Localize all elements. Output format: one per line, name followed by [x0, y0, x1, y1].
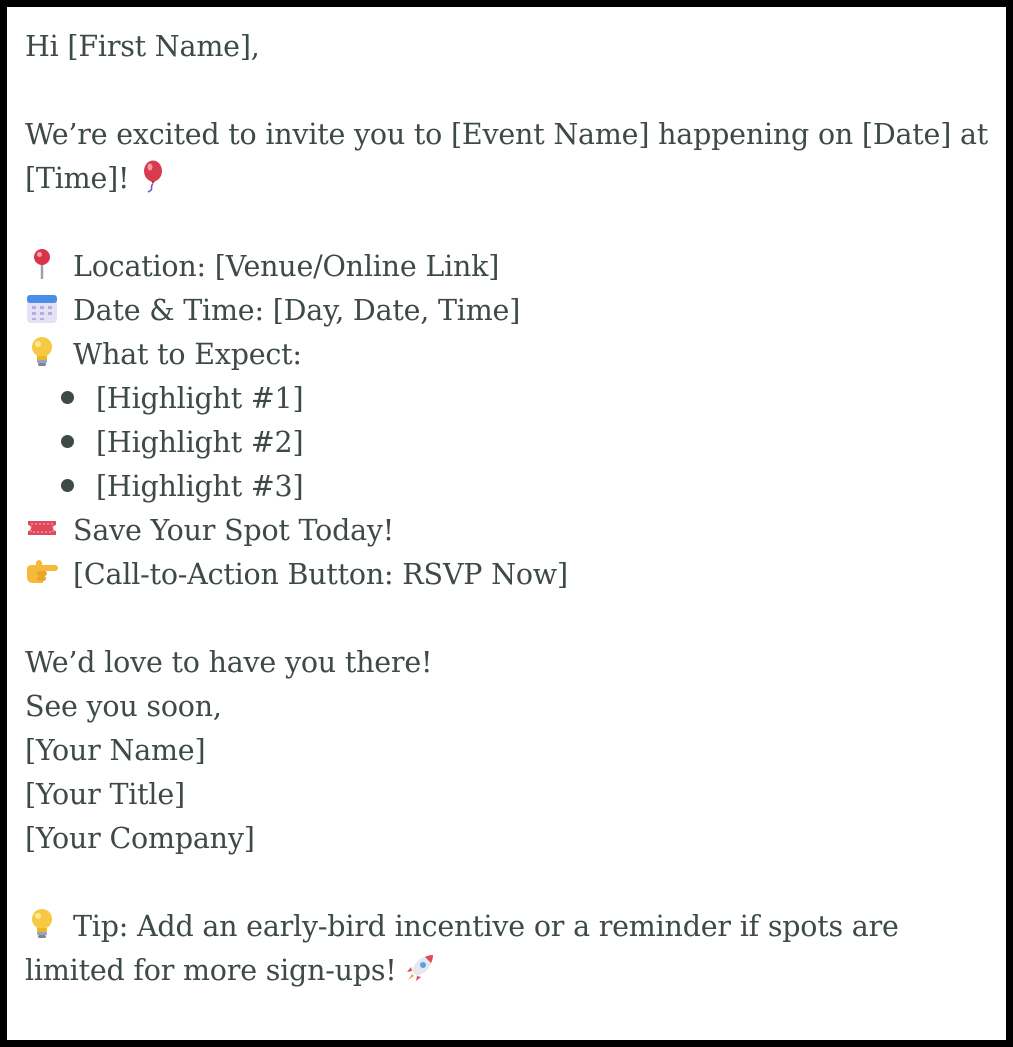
tip-paragraph	[25, 905, 990, 993]
signature-title: [Your Title]	[25, 778, 185, 811]
spacer	[25, 201, 990, 245]
highlight-item	[25, 421, 990, 465]
spacer	[25, 597, 990, 641]
signoff: See you soon,	[25, 690, 222, 723]
cta-save-spot	[25, 509, 990, 553]
signature-name: [Your Name]	[25, 734, 206, 767]
cta-rsvp-text[interactable]: [Call-to-Action Button: RSVP Now]	[73, 558, 568, 591]
calendar-icon	[25, 291, 59, 325]
email-body	[25, 25, 990, 993]
light-bulb-icon	[25, 335, 59, 369]
detail-location	[25, 245, 990, 289]
spacer	[25, 69, 990, 113]
pointing-hand-icon	[25, 555, 59, 589]
light-bulb-icon	[25, 907, 59, 941]
cta-save-spot-text: Save Your Spot Today!	[73, 514, 395, 547]
balloon-icon	[135, 159, 169, 193]
spacer	[25, 861, 990, 905]
highlight-text: [Highlight #1]	[96, 382, 304, 415]
highlight-item	[25, 465, 990, 509]
intro-text: We’re excited to invite you to [Event Name] happening on [Date] at [Time]!	[25, 118, 989, 195]
detail-datetime	[25, 289, 990, 333]
detail-expect	[25, 333, 990, 377]
ticket-icon	[25, 511, 59, 545]
bullet	[61, 435, 74, 448]
detail-expect-text: What to Expect:	[73, 338, 302, 371]
highlight-item	[25, 377, 990, 421]
cta-rsvp[interactable]	[25, 553, 990, 597]
bullet	[61, 479, 74, 492]
detail-location-text: Location: [Venue/Online Link]	[73, 250, 500, 283]
signature-company: [Your Company]	[25, 822, 255, 855]
tip-text: Tip: Add an early-bird incentive or a reminder if spots are limited for more sign-ups!	[25, 910, 899, 987]
intro-paragraph	[25, 113, 990, 201]
greeting: Hi [First Name],	[25, 30, 260, 63]
detail-datetime-text: Date & Time: [Day, Date, Time]	[73, 294, 521, 327]
highlight-text: [Highlight #2]	[96, 426, 304, 459]
rocket-icon	[403, 951, 437, 985]
closing: We’d love to have you there!	[25, 646, 433, 679]
bullet	[61, 391, 74, 404]
round-pushpin-icon	[25, 247, 59, 281]
highlight-text: [Highlight #3]	[96, 470, 304, 503]
